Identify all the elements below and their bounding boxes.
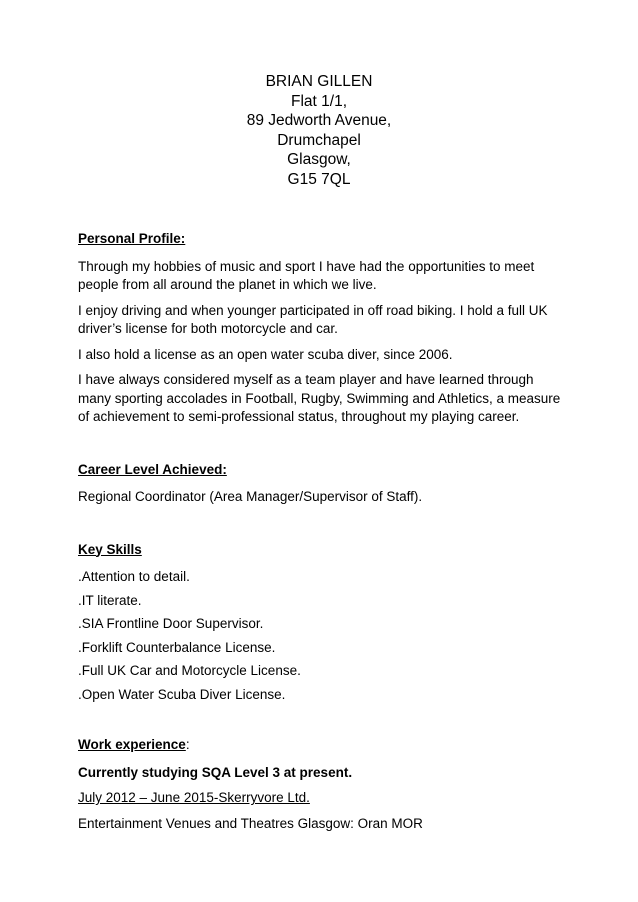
profile-paragraph: I have always considered myself as a team player and have learned through many sporting accolades in Football, Rugby, Swimming and Athletics, a measure of achievement to semi-professional status, throughout my playing career. (78, 372, 561, 424)
work-experience-heading-text: Work experience (78, 737, 186, 752)
address-line-1: Flat 1/1, (291, 92, 347, 110)
resume-header (0, 72, 638, 189)
currently-studying: Currently studying SQA Level 3 at present. (78, 764, 353, 780)
personal-profile-heading: Personal Profile: (78, 231, 186, 246)
skill-item: .Attention to detail. (78, 569, 190, 584)
skill-item: .IT literate. (78, 592, 142, 608)
work-experience-section (78, 736, 568, 833)
header-block (0, 72, 638, 189)
skill-item: .Forklift Counterbalance License. (78, 639, 276, 655)
profile-paragraph: Through my hobbies of music and sport I have had the opportunities to meet people from all around the planet in which we live. (78, 258, 535, 292)
profile-paragraph: I also hold a license as an open water scuba diver, since 2006. (78, 346, 453, 362)
skill-item: .Full UK Car and Motorcycle License. (78, 663, 301, 678)
career-level-heading: Career Level Achieved: (78, 461, 227, 477)
job-period: July 2012 – June 2015-Skerryvore Ltd. (78, 790, 310, 805)
address-line-3: Drumchapel (277, 131, 361, 149)
section-spacer (78, 434, 568, 461)
work-experience-heading-colon: : (185, 737, 190, 752)
key-skills-section (78, 541, 568, 705)
personal-profile-section (78, 230, 568, 427)
job-description: Entertainment Venues and Theatres Glasgow: Oran MOR (78, 815, 423, 831)
address-line-4: Glasgow, (287, 151, 351, 168)
profile-paragraph: I enjoy driving and when younger participated in off road biking. I hold a full UK driver’s license for both motorcycle and car. (78, 302, 548, 336)
skill-item: .Open Water Scuba Diver License. (78, 686, 286, 702)
section-spacer (78, 709, 568, 736)
career-level-section (78, 461, 568, 507)
work-experience-heading (78, 736, 568, 755)
candidate-name: BRIAN GILLEN (265, 73, 373, 90)
key-skills-heading: Key Skills (78, 541, 142, 557)
section-spacer (78, 514, 568, 541)
resume-body (78, 230, 568, 840)
skill-item: .SIA Frontline Door Supervisor. (78, 616, 264, 631)
career-level-text: Regional Coordinator (Area Manager/Supervisor of Staff). (78, 489, 423, 504)
address-line-5: G15 7QL (287, 170, 351, 188)
address-line-2: 89 Jedworth Avenue, (246, 112, 392, 129)
